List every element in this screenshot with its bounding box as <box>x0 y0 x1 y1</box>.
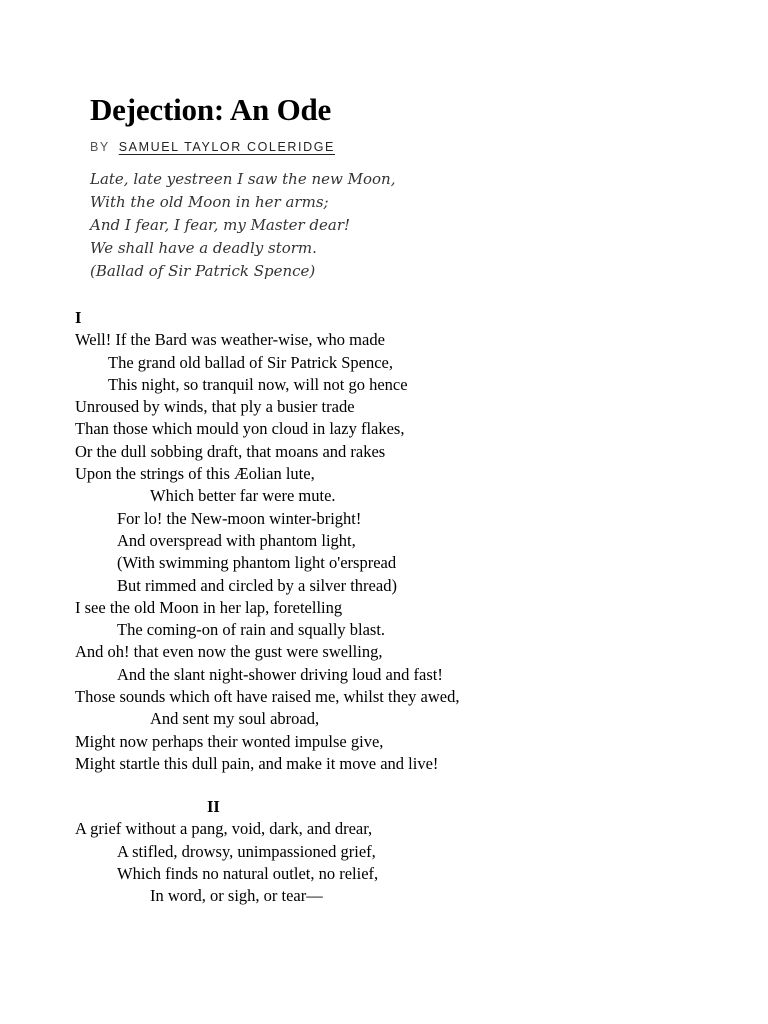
poem-line: Than those which mould yon cloud in lazy flakes, <box>75 419 405 439</box>
poem-line: A grief without a pang, void, dark, and drear, <box>75 819 373 839</box>
poem-line: I see the old Moon in her lap, foretelling <box>75 597 343 617</box>
poem-line: The grand old ballad of Sir Patrick Spence, <box>108 352 394 372</box>
poem-line: And the slant night-shower driving loud and fast! <box>117 664 443 684</box>
poem-line: Those sounds which oft have raised me, whilst they awed, <box>75 687 460 707</box>
stanza-numeral: II <box>207 797 220 816</box>
poem-title: Dejection: An Ode <box>90 92 332 127</box>
epigraph-line: With the old Moon in her arms; <box>90 193 329 211</box>
stanza-1 <box>75 307 459 775</box>
poem-line: Unroused by winds, that ply a busier trade <box>75 397 355 417</box>
poem-line: In word, or sigh, or tear— <box>150 886 323 906</box>
poem-line: But rimmed and circled by a silver thread) <box>117 575 397 595</box>
byline <box>90 138 335 156</box>
author-link[interactable]: SAMUEL TAYLOR COLERIDGE <box>118 140 335 154</box>
poem-line: A stifled, drowsy, unimpassioned grief, <box>117 841 376 861</box>
epigraph-line: And I fear, I fear, my Master dear! <box>90 216 351 234</box>
poem-line: Upon the strings of this Æolian lute, <box>75 464 315 484</box>
stanza-2 <box>75 796 378 907</box>
stanza-numeral: I <box>75 308 82 327</box>
poem-line: (With swimming phantom light o'erspread <box>117 553 397 573</box>
epigraph-source: (Ballad of Sir Patrick Spence) <box>90 262 316 280</box>
poem-line: Might startle this dull pain, and make it move and live! <box>75 753 439 773</box>
poem-line: Which better far were mute. <box>150 486 336 506</box>
poem-line: Or the dull sobbing draft, that moans and rakes <box>75 441 386 461</box>
poem-line: Might now perhaps their wonted impulse give, <box>75 731 384 751</box>
epigraph-line: Late, late yestreen I saw the new Moon, <box>90 170 396 188</box>
poem-line: The coming-on of rain and squally blast. <box>117 620 386 640</box>
epigraph-line: We shall have a deadly storm. <box>90 239 317 257</box>
poem-line: And oh! that even now the gust were swelling, <box>75 642 383 662</box>
poem-line: And overspread with phantom light, <box>117 530 356 550</box>
by-label: BY <box>90 140 110 154</box>
poem-line: This night, so tranquil now, will not go hence <box>108 374 408 394</box>
epigraph <box>90 168 395 283</box>
poem-line: For lo! the New-moon winter-bright! <box>117 508 362 528</box>
poem-line: Which finds no natural outlet, no relief, <box>117 863 379 883</box>
poem-line: Well! If the Bard was weather-wise, who made <box>75 330 385 350</box>
poem-line: And sent my soul abroad, <box>150 709 320 729</box>
